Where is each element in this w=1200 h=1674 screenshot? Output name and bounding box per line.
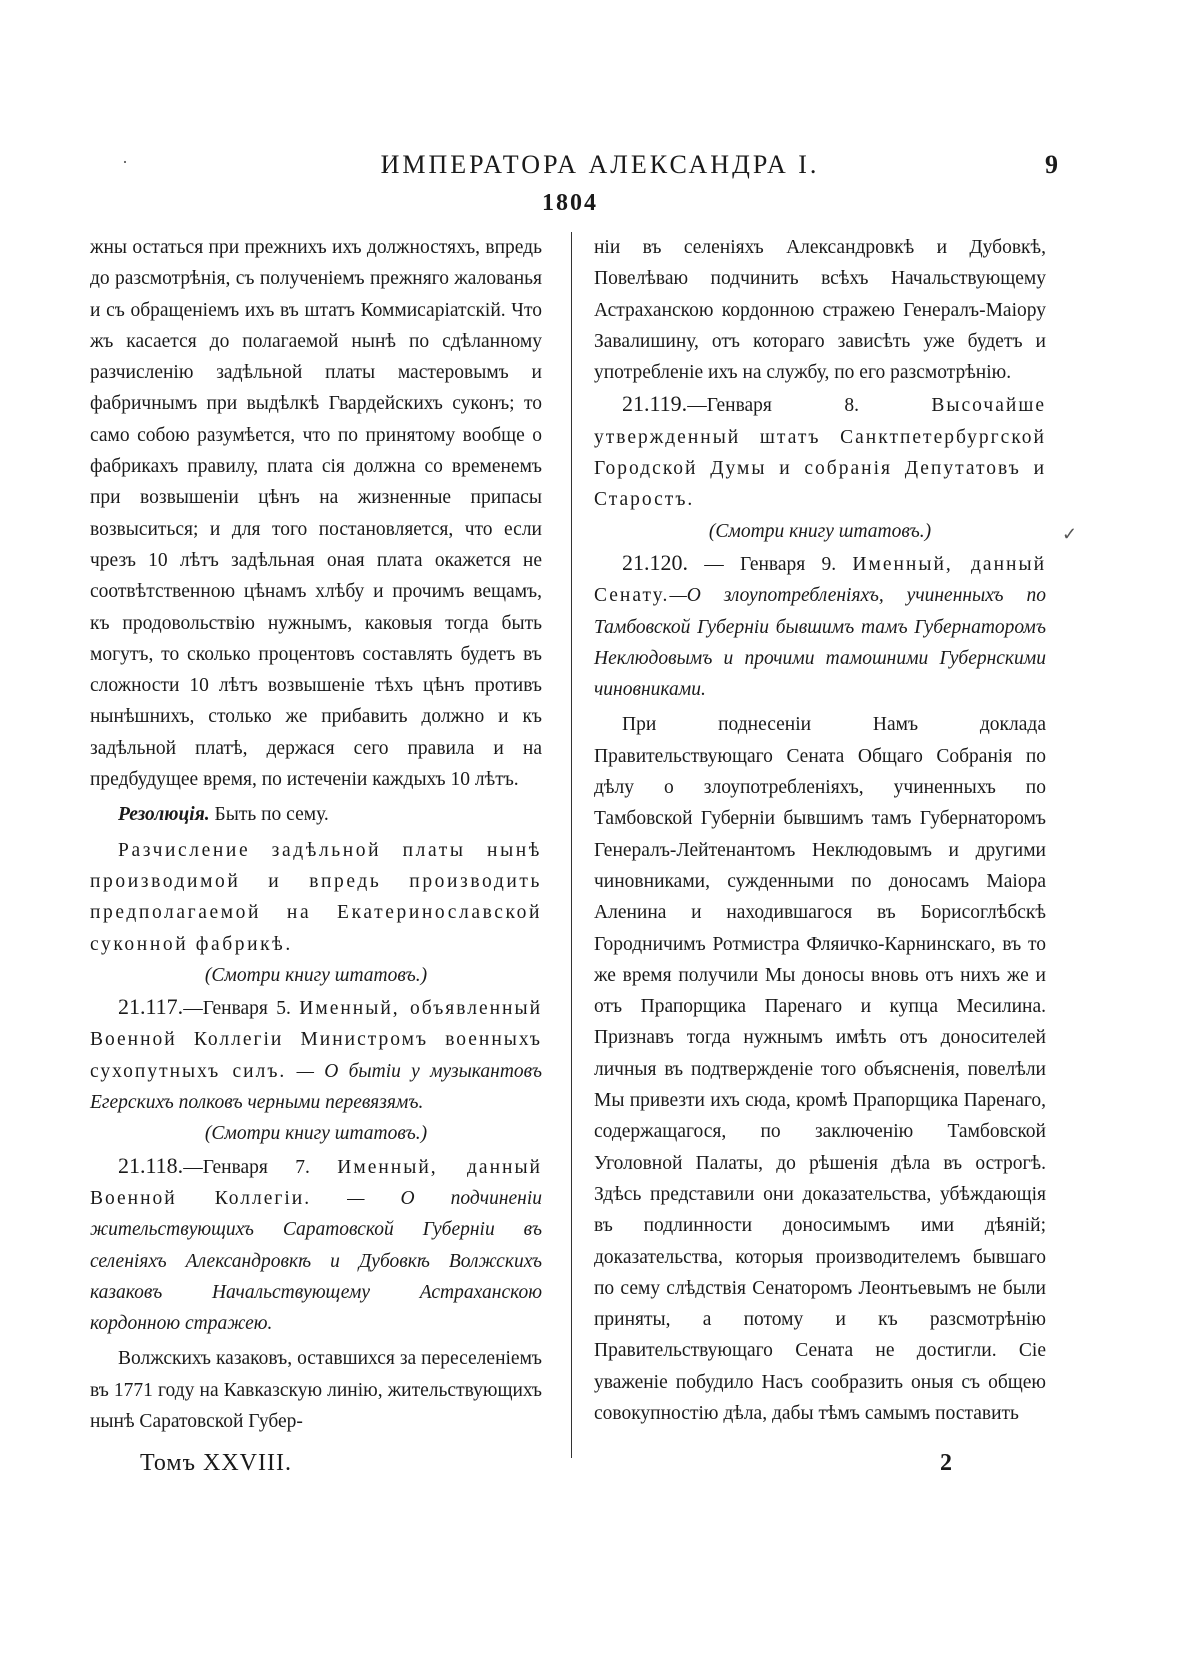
entry-kind: Именный, данный Военной Коллегіи. xyxy=(90,1156,542,1209)
entry-title: — О подчиненіи жительствующихъ Саратовской Губерніи въ селеніяхъ Александровкѣ и Дубовкѣ Волжскихъ казаковъ Начальствующему Астраханскою кордонною стражею. xyxy=(90,1187,543,1335)
left-final-paragraph: Волжскихъ казаковъ, оставшихся за переселеніемъ въ 1771 году на Кавказскую линію, жительствующихъ нынѣ Саратовской Губер- xyxy=(90,1348,542,1432)
entry-date: —Генваря 7. xyxy=(183,1156,310,1178)
column-divider xyxy=(571,232,572,1458)
running-head: ИМПЕРАТОРА АЛЕКСАНДРА I. xyxy=(380,150,820,179)
decree-body-paragraph: При поднесеніи Намъ доклада Правительствующаго Сената Общаго Собранія по дѣлу о злоупотребленіяхъ, учиненныхъ по Тамбовской Губерніи бывшимъ тамъ Губернаторомъ Генералъ-Лейтенантомъ Неклюдовымъ и другими чиновниками, сужденными по доносамъ Маіора Аленина и находившагося въ Борисоглѣбскѣ Городничимъ Ротмистра Фляичко-Карнинскаго, въ то же время получили Мы доносы вновь отъ нихъ же и отъ Прапорщика Паренаго и купца Месилина. Признавъ тогда нужнымъ имѣть отъ доносителей личныя въ подтвержденіе того объясненія, повелѣли Мы привезти ихъ сюда, кромѣ Прапорщика Паренаго, содержащагося, по заключенію Тамбовской Уголовной Палаты, до рѣшенія дѣла въ острогѣ. Здѣсь представили они доказательства, убѣждающія въ подлинности доносимымъ ими дѣяній; доказательства, которыя производителемъ бывшаго по сему слѣдствія Сенаторомъ Леонтьевымъ не были приняты, а потому и къ разсмотрѣнію Правительствующаго Сената не достигли. Сіе уваженіе побудило Насъ сообразить оныя съ общею совокупностію дѣла, дабы тѣмъ самымъ поставить xyxy=(594,714,1046,1424)
section-heading-wages: Разчисление задѣльной платы нынѣ производимой и впредь производить предполагаемой на Екатеринославской суконной фабрикѣ. xyxy=(90,839,542,955)
reference-note: (Смотри книгу штатовъ.) xyxy=(708,520,932,542)
print-mark: · xyxy=(122,152,128,172)
left-continuation-paragraph: жны остаться при прежнихъ ихъ должностяхъ, впредь до разсмотрѣнія, съ полученіемъ прежняго жалованья и съ обращеніемъ ихъ въ штатъ Коммисаріатскій. Что жъ касается до полагаемой нынѣ по сдѣланному разчисленію задѣльной платы мастеровымъ и фабричнымъ при выдѣлкѣ Гвардейскихъ суконъ; то само собою разумѣется, что по принятому вообще о фабрикахъ правилу, плата сія должна со временемъ при возвышеніи цѣнъ на жизненные припасы возвыситься; и для того постановляется, что если чрезъ 10 лѣтъ задѣльная оная плата окажется не соотвѣтственною цѣнамъ хлѣбу и прочимъ вещамъ, къ продовольствію нужнымъ, каковыя тогда быть могутъ, то сколько процентовъ составлять будетъ въ сложности 10 лѣтъ возвышеніе тѣхъ цѣнъ противъ нынѣшнихъ, столько же прибавить должно и къ задѣльной платѣ, держася сего правила и на предбудущее время, по истеченіи каждыхъ 10 лѣтъ. xyxy=(90,237,542,791)
entry-21118 xyxy=(90,1150,542,1340)
entry-date: — Генваря 9. xyxy=(704,553,837,575)
entry-date: —Генваря 5. xyxy=(183,998,291,1020)
left-column xyxy=(90,232,542,1437)
entry-kind: Высочайше утвержденный штатъ Санктпетербургской Городской Думы и собранія Депутатовъ и Старостъ. xyxy=(594,395,1046,511)
entry-number: 21.118. xyxy=(118,1152,184,1178)
entry-21120 xyxy=(594,547,1046,705)
entry-number: 21.120. xyxy=(622,549,688,575)
volume-label: Томъ XXVIII. xyxy=(140,1450,292,1476)
entry-21117 xyxy=(90,991,542,1118)
resolution-line xyxy=(90,799,542,830)
signature-mark: 2 xyxy=(940,1450,952,1476)
resolution-label: Резолюція. xyxy=(118,804,210,826)
entry-number: 21.117. xyxy=(118,994,184,1020)
entry-date: —Генваря 8. xyxy=(687,395,859,417)
entry-kind: Именный, данный Сенату. xyxy=(594,553,1046,607)
reference-note: (Смотри книгу штатовъ.) xyxy=(204,964,428,986)
page-number: 9 xyxy=(1045,150,1058,179)
year-heading: 1804 xyxy=(542,190,598,216)
margin-check-mark: ✓ xyxy=(1062,524,1078,544)
entry-21119 xyxy=(594,388,1046,515)
entry-kind: Именный, объявленный Военной Коллегіи Министромъ военныхъ сухопутныхъ силъ. xyxy=(90,998,543,1082)
reference-note: (Смотри книгу штатовъ.) xyxy=(204,1123,428,1145)
entry-number: 21.119. xyxy=(622,391,688,417)
entry-title: —О злоупотребленіяхъ, учиненныхъ по Тамбовской Губерніи бывшимъ тамъ Губернаторомъ Неклюдовымъ и прочими тамошними Губернскими чиновниками. xyxy=(594,585,1046,701)
right-continuation-paragraph: ніи въ селеніяхъ Александровкѣ и Дубовкѣ, Повелѣваю подчинить всѣхъ Начальствующему Астраханскою кордонною стражею Генералъ-Маіору Завалишину, отъ котораго зависѣть уже будетъ и употребленіе ихъ на службу, по его разсмотрѣнію. xyxy=(594,237,1046,384)
entry-title: — О бытіи у музыкантовъ Егерскихъ полковъ черными перевязямъ. xyxy=(90,1060,542,1114)
right-column xyxy=(594,232,1046,1429)
resolution-text: Быть по сему. xyxy=(214,804,329,826)
